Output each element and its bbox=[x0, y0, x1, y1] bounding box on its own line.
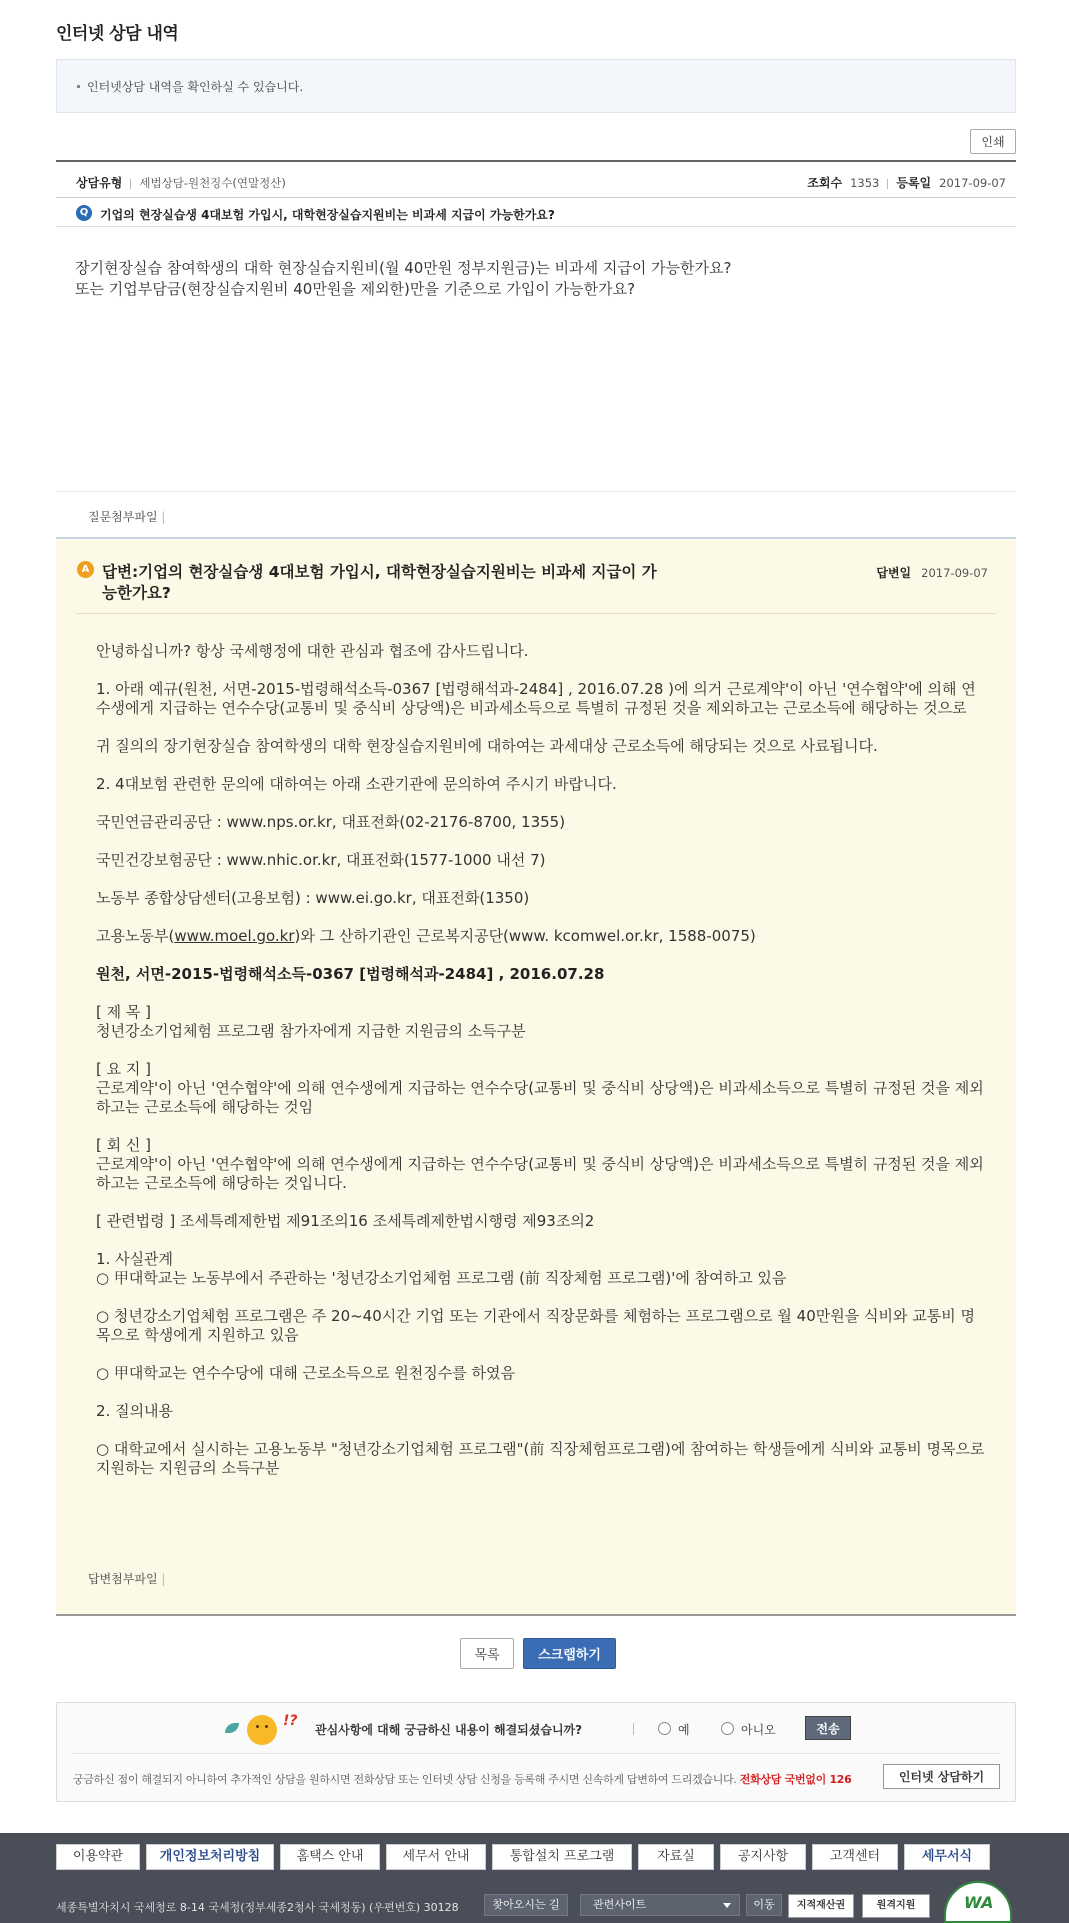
subject-text: 청년강소기업체험 프로그램 참가자에게 지급한 지원금의 소득구분 bbox=[96, 1022, 526, 1040]
question-title-row bbox=[56, 199, 1016, 227]
answer-paragraph: 노동부 종합상담센터(고용보험) : www.ei.go.kr, 대표전화(1350) bbox=[96, 889, 530, 907]
radio-no[interactable] bbox=[721, 1722, 734, 1735]
answer-title: 답변:기업의 현장실습생 4대보험 가입시, 대학현장실습지원비는 비과세 지급이 가능한가요? bbox=[102, 563, 657, 602]
answer-paragraph: 2. 4대보험 관련한 문의에 대하여는 아래 소관기관에 문의하여 주시기 바랍니다. bbox=[96, 775, 617, 793]
type-label: 상담유형 bbox=[76, 176, 123, 190]
footer bbox=[0, 1833, 1069, 1923]
question-title: 기업의 현장실습생 4대보험 가입시, 대학현장실습지원비는 비과세 지급이 가능한가요? bbox=[100, 208, 555, 222]
answer-date-label: 답변일 bbox=[876, 566, 912, 580]
notice-text: 인터넷상담 내역을 확인하실 수 있습니다. bbox=[87, 80, 304, 94]
reply-label: [ 회 신 ] bbox=[96, 1136, 151, 1154]
footer-link-support[interactable]: 고객센터 bbox=[812, 1844, 898, 1870]
reg-date-value: 2017-09-07 bbox=[939, 176, 1006, 190]
radio-yes-label: 예 bbox=[678, 1723, 690, 1737]
answer-paragraph: 국민연금관리공단 : www.nps.or.kr, 대표전화(02-2176-8700, 1355) bbox=[96, 813, 566, 831]
go-button[interactable]: 이동 bbox=[746, 1894, 782, 1916]
question-body bbox=[75, 258, 975, 300]
bullet-icon bbox=[77, 85, 80, 88]
ip-badge[interactable]: 지적재산권 bbox=[788, 1894, 854, 1918]
footer-link-archive[interactable]: 자료실 bbox=[638, 1844, 714, 1870]
related-law: [ 관련법령 ] 조세특례제한법 제91조의16 조세특례제한법시행령 제93조의2 bbox=[96, 1212, 595, 1230]
footer-link-terms[interactable]: 이용약관 bbox=[56, 1844, 140, 1870]
footer-address: 세종특별자치시 국세청로 8-14 국세청(정부세종2청사 국세청동) (우편번호) 30128 bbox=[56, 1901, 459, 1914]
survey-submit-button[interactable]: 전송 bbox=[805, 1716, 851, 1740]
footer-nav bbox=[56, 1844, 1016, 1870]
moel-link[interactable]: www.moel.go.kr bbox=[174, 927, 295, 945]
ruling-title: 원천, 서면-2015-법령해석소득-0367 [법령해석과-2484] , 2016.07.28 bbox=[96, 965, 605, 983]
radio-no-label: 아니오 bbox=[741, 1723, 776, 1737]
subject-label: [ 제 목 ] bbox=[96, 1003, 151, 1021]
question-line: 장기현장실습 참여학생의 대학 현장실습지원비(월 40만원 정부지원금)는 비과세 지급이 가능한가요? bbox=[75, 259, 732, 277]
answer-badge-icon: A bbox=[77, 561, 94, 578]
notice-box bbox=[56, 59, 1016, 113]
answer-paragraph: 귀 질의의 장기현장실습 참여학생의 대학 현장실습지원비에 대하여는 과세대상 근로소득에 해당되는 것으로 사료됩니다. bbox=[96, 737, 878, 755]
footer-link-notice[interactable]: 공지사항 bbox=[720, 1844, 806, 1870]
question-line: 또는 기업부담금(현장실습지원비 40만원을 제외한)만을 기준으로 가입이 가능한가요? bbox=[75, 280, 636, 298]
fact-label: 1. 사실관계 bbox=[96, 1250, 174, 1268]
radio-yes[interactable] bbox=[658, 1722, 671, 1735]
footer-link-taxoffice[interactable]: 세무서 안내 bbox=[386, 1844, 486, 1870]
online-consult-button[interactable]: 인터넷 상담하기 bbox=[883, 1764, 1000, 1789]
answer-date-value: 2017-09-07 bbox=[921, 566, 988, 580]
divider bbox=[76, 613, 996, 614]
list-button[interactable]: 목록 bbox=[460, 1638, 514, 1669]
fact-item: ○ 甲대학교는 노동부에서 주관하는 '청년강소기업체험 프로그램 (前 직장체험 프로그램)'에 참여하고 있음 bbox=[96, 1269, 787, 1287]
survey-question: 관심사항에 대해 궁금하신 내용이 해결되셨습니까? bbox=[315, 1723, 583, 1737]
directions-button[interactable]: 찾아오시는 길 bbox=[484, 1894, 568, 1916]
question-badge-icon: Q bbox=[76, 205, 92, 221]
question-meta-bar bbox=[56, 160, 1016, 198]
scrap-button[interactable]: 스크랩하기 bbox=[523, 1638, 616, 1669]
reg-date-label: 등록일 bbox=[896, 176, 932, 190]
phone-consult-text: 전화상담 국번없이 126 bbox=[739, 1773, 852, 1786]
footer-link-forms[interactable]: 세무서식 bbox=[904, 1844, 990, 1870]
divider bbox=[73, 1753, 999, 1754]
views-label: 조회수 bbox=[807, 176, 843, 190]
answer-date bbox=[876, 564, 988, 581]
fact-item: ○ 甲대학교는 연수수당에 대해 근로소득으로 원천징수를 하였음 bbox=[96, 1364, 515, 1382]
related-sites-select[interactable]: 관련사이트 bbox=[580, 1894, 740, 1916]
answer-paragraph: 1. 아래 예규(원천, 서면-2015-법령해석소득-0367 [법령해석과-2484] , 2016.07.28 )에 의거 근로계약'이 아닌 '연수협약'에 의해 연수생에게 지급하는 연수수당(교통비 및 중식비 상당액)은 비과세소득으로 특별히 규정된 것을 제외하고는 근로소득에 해당하는 것으로 bbox=[96, 680, 976, 717]
answer-box bbox=[56, 540, 1016, 1616]
divider bbox=[130, 179, 131, 189]
question-attachment-label: 질문첨부파일 | bbox=[88, 510, 166, 524]
answer-paragraph: 안녕하십니까? 항상 국세행정에 대한 관심과 협조에 감사드립니다. bbox=[96, 642, 529, 660]
page-title: 인터넷 상담 내역 bbox=[56, 24, 179, 44]
web-accessibility-mark: WA bbox=[944, 1881, 1012, 1923]
summary-label: [ 요 지 ] bbox=[96, 1060, 151, 1078]
views-value: 1353 bbox=[850, 176, 880, 190]
footer-link-hometax[interactable]: 홈택스 안내 bbox=[280, 1844, 380, 1870]
divider bbox=[887, 179, 888, 189]
survey-help-text: 궁금하신 점이 해결되지 아니하여 추가적인 상담을 원하시면 전화상담 또는 인터넷 상담 신청을 등록해 주시면 신속하게 답변하여 드리겠습니다. 전화상담 국번없이 126 bbox=[73, 1773, 852, 1786]
leaf-icon bbox=[225, 1723, 239, 1733]
summary-text: 근로계약'이 아닌 '연수협약'에 의해 연수생에게 지급하는 연수수당(교통비 및 중식비 상당액)은 비과세소득으로 특별히 규정된 것을 제외하고는 근로소득에 해당하는 것임 bbox=[96, 1079, 984, 1116]
footer-link-install[interactable]: 통합설치 프로그램 bbox=[492, 1844, 632, 1870]
answer-attachment-label: 답변첨부파일 | bbox=[88, 1572, 166, 1586]
inquiry-item: ○ 대학교에서 실시하는 고용노동부 "청년강소기업체험 프로그램"(前 직장체험프로그램)에 참여하는 학생들에게 식비와 교통비 명목으로 지원하는 지원금의 소득구분 bbox=[96, 1440, 985, 1477]
question-attachment-row bbox=[56, 491, 1016, 539]
answer-paragraph: 고용노동부(www.moel.go.kr)와 그 산하기관인 근로복지공단(www. kcomwel.or.kr, 1588-0075) bbox=[96, 927, 756, 945]
fact-item: ○ 청년강소기업체험 프로그램은 주 20~40시간 기업 또는 기관에서 직장문화를 체험하는 프로그램으로 월 40만원을 식비와 교통비 명목으로 학생에게 지원하고 있음 bbox=[96, 1307, 975, 1344]
answer-body bbox=[96, 642, 986, 1478]
print-button[interactable]: 인쇄 bbox=[970, 129, 1016, 154]
satisfaction-survey bbox=[56, 1702, 1016, 1802]
divider bbox=[633, 1723, 634, 1735]
smiley-icon bbox=[247, 1715, 277, 1745]
type-value: 세법상담-원천징수(연말정산) bbox=[139, 176, 286, 190]
exclamation-icon: !? bbox=[283, 1713, 298, 1729]
answer-paragraph: 국민건강보험공단 : www.nhic.or.kr, 대표전화(1577-1000 내선 7) bbox=[96, 851, 546, 869]
inquiry-label: 2. 질의내용 bbox=[96, 1402, 174, 1420]
reply-text: 근로계약'이 아닌 '연수협약'에 의해 연수생에게 지급하는 연수수당(교통비 및 중식비 상당액)은 비과세소득으로 특별히 규정된 것을 제외하고는 근로소득에 해당하는 것입니다. bbox=[96, 1155, 984, 1192]
footer-link-privacy[interactable]: 개인정보처리방침 bbox=[146, 1844, 274, 1870]
remote-support-badge[interactable]: 원격지원 bbox=[862, 1894, 930, 1918]
